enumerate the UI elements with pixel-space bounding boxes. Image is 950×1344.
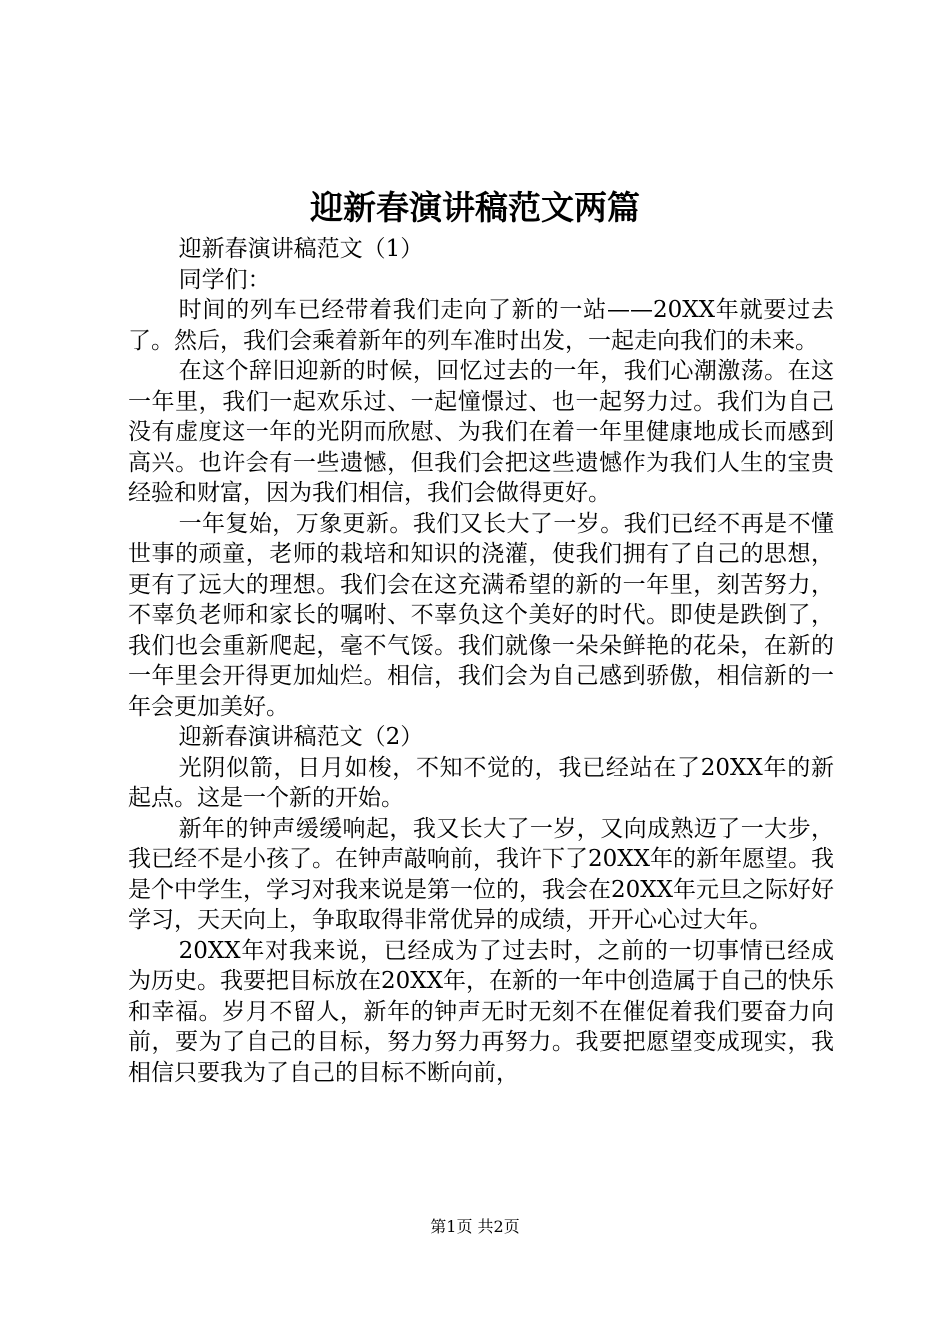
paragraph: 时间的列车已经带着我们走向了新的一站——20XX年就要过去了。然后，我们会乘着新年的列车准时出发，一起走向我们的未来。 [128, 297, 834, 354]
paragraph: 20XX年对我来说，已经成为了过去时，之前的一切事情已经成为历史。我要把目标放在20XX年，在新的一年中创造属于自己的快乐和幸福。岁月不留人，新年的钟声无时无刻不在催促着我们要奋力向前，要为了自己的目标，努力努力再努力。我要把愿望变成现实，我相信只要我为了自己的目标不断向前， [128, 937, 835, 1086]
paragraph: 在这个辞旧迎新的时候，回忆过去的一年，我们心潮激荡。在这一年里，我们一起欢乐过、一起憧憬过、也一起努力过。我们为自己没有虚度这一年的光阴而欣慰、为我们在着一年里健康地成长而感到高兴。也许会有一些遗憾，但我们会把这些遗憾作为我们人生的宝贵经验和财富，因为我们相信，我们会做得更好。 [128, 358, 834, 506]
paragraph: 新年的钟声缓缓响起，我又长大了一岁，又向成熟迈了一大步，我已经不是小孩了。在钟声敲响前，我许下了20XX年的新年愿望。我是个中学生，学习对我来说是第一位的，我会在20XX年元旦之际好好学习，天天向上，争取取得非常优异的成绩，开开心心过大年。 [128, 815, 835, 933]
document-title: 迎新春演讲稿范文两篇 [310, 188, 640, 227]
paragraph: 一年复始，万象更新。我们又长大了一岁。我们已经不再是不懂世事的顽童，老师的栽培和知识的浇灌，使我们拥有了自己的思想，更有了远大的理想。我们会在这充满希望的新的一年里，刻苦努力，不辜负老师和家长的嘱咐、不辜负这个美好的时代。即使是跌倒了，我们也会重新爬起，毫不气馁。我们就像一朵朵鲜艳的花朵，在新的一年里会开得更加灿烂。相信，我们会为自己感到骄傲，相信新的一年会更加美好。 [128, 510, 834, 720]
paragraph: 光阴似箭，日月如梭，不知不觉的，我已经站在了20XX年的新起点。这是一个新的开始。 [128, 754, 834, 811]
section-heading-1: 迎新春演讲稿范文（1） [178, 236, 424, 262]
page-footer: 第1页 共2页 [430, 1217, 520, 1236]
document-body [128, 234, 834, 1088]
section-heading-2: 迎新春演讲稿范文（2） [178, 724, 424, 750]
salutation: 同学们： [178, 266, 271, 293]
